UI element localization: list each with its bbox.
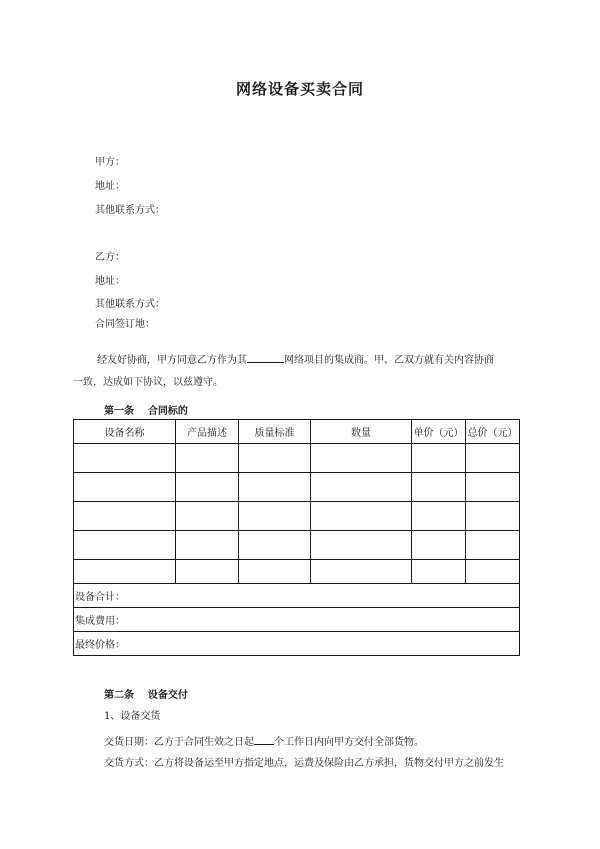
party-b-contact-label: 其他联系方式： bbox=[95, 299, 165, 310]
table-cell bbox=[176, 502, 239, 531]
table-cell bbox=[311, 473, 412, 502]
table-cell bbox=[74, 473, 176, 502]
party-a-label: 甲方： bbox=[95, 157, 125, 168]
table-cell bbox=[412, 444, 466, 473]
table-cell bbox=[412, 560, 466, 584]
column-header: 数量 bbox=[311, 420, 412, 444]
integration-fee-row bbox=[74, 608, 520, 632]
table-cell bbox=[176, 473, 239, 502]
table-cell bbox=[176, 560, 239, 584]
delivery-date-after: 个工作日内向甲方交付全部货物。 bbox=[274, 737, 424, 748]
column-header: 产品描述 bbox=[176, 420, 239, 444]
table-row bbox=[74, 531, 520, 560]
table-cell bbox=[466, 473, 520, 502]
column-header: 单价（元） bbox=[412, 420, 466, 444]
table-cell bbox=[311, 444, 412, 473]
table-row bbox=[74, 473, 520, 502]
table-cell bbox=[239, 502, 311, 531]
delivery-date-line bbox=[104, 735, 424, 749]
equipment-total-label: 设备合计： bbox=[74, 584, 520, 608]
table-cell bbox=[466, 531, 520, 560]
final-price-label: 最终价格： bbox=[74, 632, 520, 656]
table-cell bbox=[74, 560, 176, 584]
table-cell bbox=[239, 531, 311, 560]
article-2-heading: 第二条 设备交付 bbox=[104, 690, 188, 701]
table-cell bbox=[466, 560, 520, 584]
intro-line-1 bbox=[97, 353, 494, 367]
article-1-heading: 第一条 合同标的 bbox=[104, 406, 188, 417]
document-title: 网络设备买卖合同 bbox=[235, 80, 364, 98]
column-header: 总价（元） bbox=[466, 420, 520, 444]
party-a-address-label: 地址： bbox=[95, 181, 125, 192]
party-a-contact-label: 其他联系方式： bbox=[95, 205, 165, 216]
equipment-total-row bbox=[74, 584, 520, 608]
table-cell bbox=[311, 502, 412, 531]
project-name-blank bbox=[247, 353, 284, 363]
table-cell bbox=[311, 531, 412, 560]
table-row bbox=[74, 502, 520, 531]
table-cell bbox=[239, 444, 311, 473]
table-cell bbox=[176, 531, 239, 560]
table-row bbox=[74, 560, 520, 584]
equipment-table bbox=[73, 419, 520, 656]
signing-place-label: 合同签订地： bbox=[95, 319, 155, 330]
delivery-date-before: 交货日期：乙方于合同生效之日起 bbox=[104, 737, 254, 748]
intro-line-2: 一致，达成如下协议，以兹遵守。 bbox=[73, 377, 223, 388]
working-days-blank bbox=[254, 735, 274, 745]
table-row bbox=[74, 444, 520, 473]
column-header: 质量标准 bbox=[239, 420, 311, 444]
table-cell bbox=[239, 560, 311, 584]
table-cell bbox=[239, 473, 311, 502]
table-cell bbox=[74, 444, 176, 473]
party-b-label: 乙方： bbox=[95, 252, 125, 263]
table-cell bbox=[412, 473, 466, 502]
table-cell bbox=[412, 502, 466, 531]
table-cell bbox=[74, 502, 176, 531]
table-cell bbox=[412, 531, 466, 560]
table-cell bbox=[311, 560, 412, 584]
intro-line-1-before: 经友好协商，甲方同意乙方作为其 bbox=[97, 355, 247, 366]
intro-line-1-after: 网络项目的集成商。甲、乙双方就有关内容协商 bbox=[284, 355, 494, 366]
integration-fee-label: 集成费用： bbox=[74, 608, 520, 632]
column-header: 设备名称 bbox=[74, 420, 176, 444]
party-b-address-label: 地址： bbox=[95, 276, 125, 287]
table-cell bbox=[176, 444, 239, 473]
table-cell bbox=[466, 502, 520, 531]
final-price-row bbox=[74, 632, 520, 656]
table-cell bbox=[466, 444, 520, 473]
delivery-method-line: 交货方式：乙方将设备运至甲方指定地点，运费及保险由乙方承担，货物交付甲方之前发生 bbox=[104, 758, 504, 769]
table-cell bbox=[74, 531, 176, 560]
delivery-subheading: 1、设备交货 bbox=[104, 711, 161, 722]
table-header-row bbox=[74, 420, 520, 444]
